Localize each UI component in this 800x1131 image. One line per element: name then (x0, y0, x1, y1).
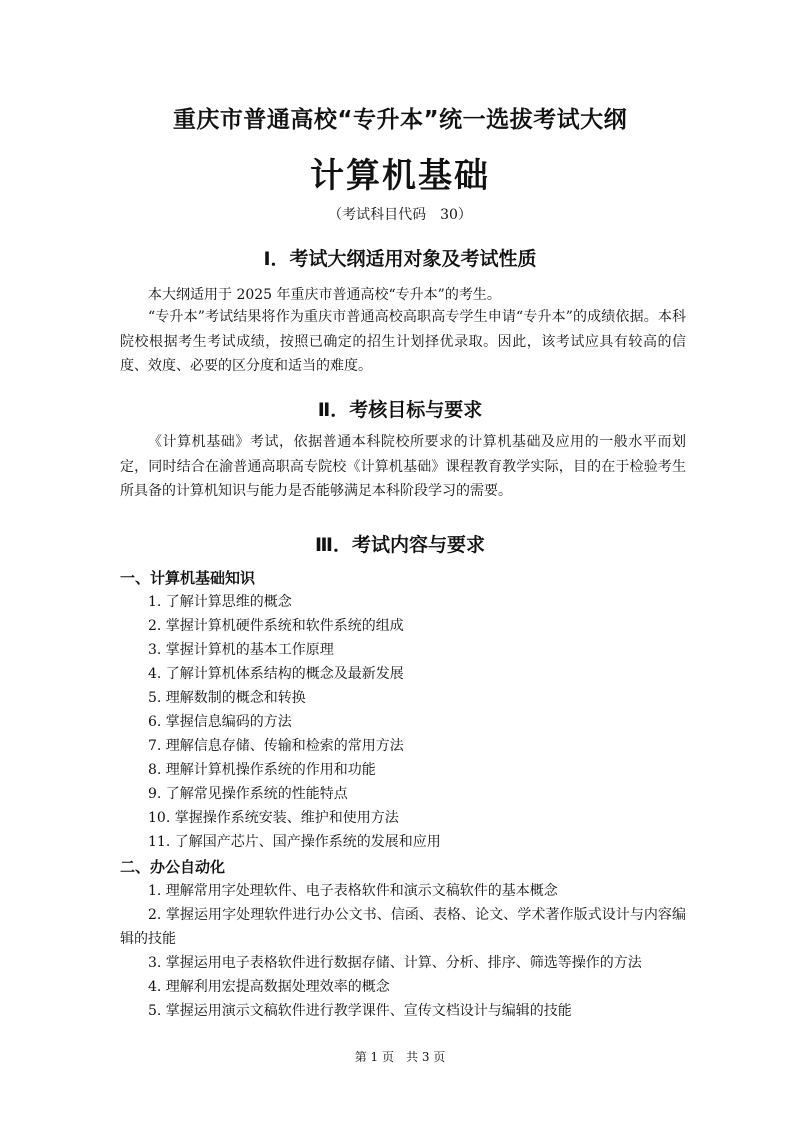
list-item: 9. 了解常见操作系统的性能特点 (148, 786, 348, 802)
part-heading: 二、办公自动化 (120, 858, 226, 876)
list-item: 8. 理解计算机操作系统的作用和功能 (148, 762, 376, 778)
part-heading: 一、计算机基础知识 (120, 569, 256, 587)
list-item: 5. 掌握运用演示文稿软件进行教学课件、宣传文档设计与编辑的技能 (148, 1003, 572, 1019)
list-item: 2. 掌握运用字处理软件进行办公文书、信函、表格、论文、学术著作版式设计与内容编辑的技能 (120, 907, 686, 947)
list-item: 1. 理解常用字处理软件、电子表格软件和演示文稿软件的基本概念 (148, 883, 558, 899)
subject-title: 计算机基础 (310, 156, 490, 196)
list-item: 6. 掌握信息编码的方法 (148, 714, 292, 730)
page-footer: 第 1 页 共 3 页 (354, 1050, 446, 1064)
list-item: 1. 了解计算思维的概念 (148, 594, 292, 610)
list-item: 4. 理解利用宏提高数据处理效率的概念 (148, 979, 390, 995)
list-item: 10. 掌握操作系统安装、维护和使用方法 (148, 810, 399, 826)
paragraph: “专升本”考试结果将作为重庆市普通高校高职高专学生申请“专升本”的成绩依据。本科院校根据考生考试成绩，按照已确定的招生计划择优录取。因此，该考试应具有较高的信度、效度、必要的区分度和适当的难度。 (120, 309, 686, 374)
list-item: 2. 掌握计算机硬件系统和软件系统的组成 (148, 618, 404, 634)
document-title: 重庆市普通高校“专升本”统一选拔考试大纲 (172, 107, 628, 133)
list-item: 7. 理解信息存储、传输和检索的常用方法 (148, 738, 404, 754)
list-item: 4. 了解计算机体系结构的概念及最新发展 (148, 666, 404, 682)
subject-code: （考试科目代码 30） (328, 207, 472, 223)
section-heading-2: Ⅱ．考核目标与要求 (317, 399, 483, 421)
paragraph: 《计算机基础》考试，依据普通本科院校所要求的计算机基础及应用的一般水平而划定，同时结合在渝普通高职高专院校《计算机基础》课程教育教学实际，目的在于检验考生所具备的计算机知识与能力是否能够满足本科阶段学习的需要。 (120, 434, 686, 499)
section-heading-1: Ⅰ．考试大纲适用对象及考试性质 (263, 248, 537, 270)
list-item: 3. 掌握运用电子表格软件进行数据存储、计算、分析、排序、筛选等操作的方法 (148, 955, 642, 971)
list-item: 3. 掌握计算机的基本工作原理 (148, 642, 334, 658)
section-heading-3: Ⅲ．考试内容与要求 (315, 534, 485, 556)
paragraph: 本大纲适用于 2025 年重庆市普通高校“专升本”的考生。 (148, 287, 501, 303)
requirement-list (120, 879, 686, 1023)
list-item: 11. 了解国产芯片、国产操作系统的发展和应用 (148, 834, 441, 850)
list-item: 5. 理解数制的概念和转换 (148, 690, 306, 706)
requirement-list (120, 590, 686, 854)
